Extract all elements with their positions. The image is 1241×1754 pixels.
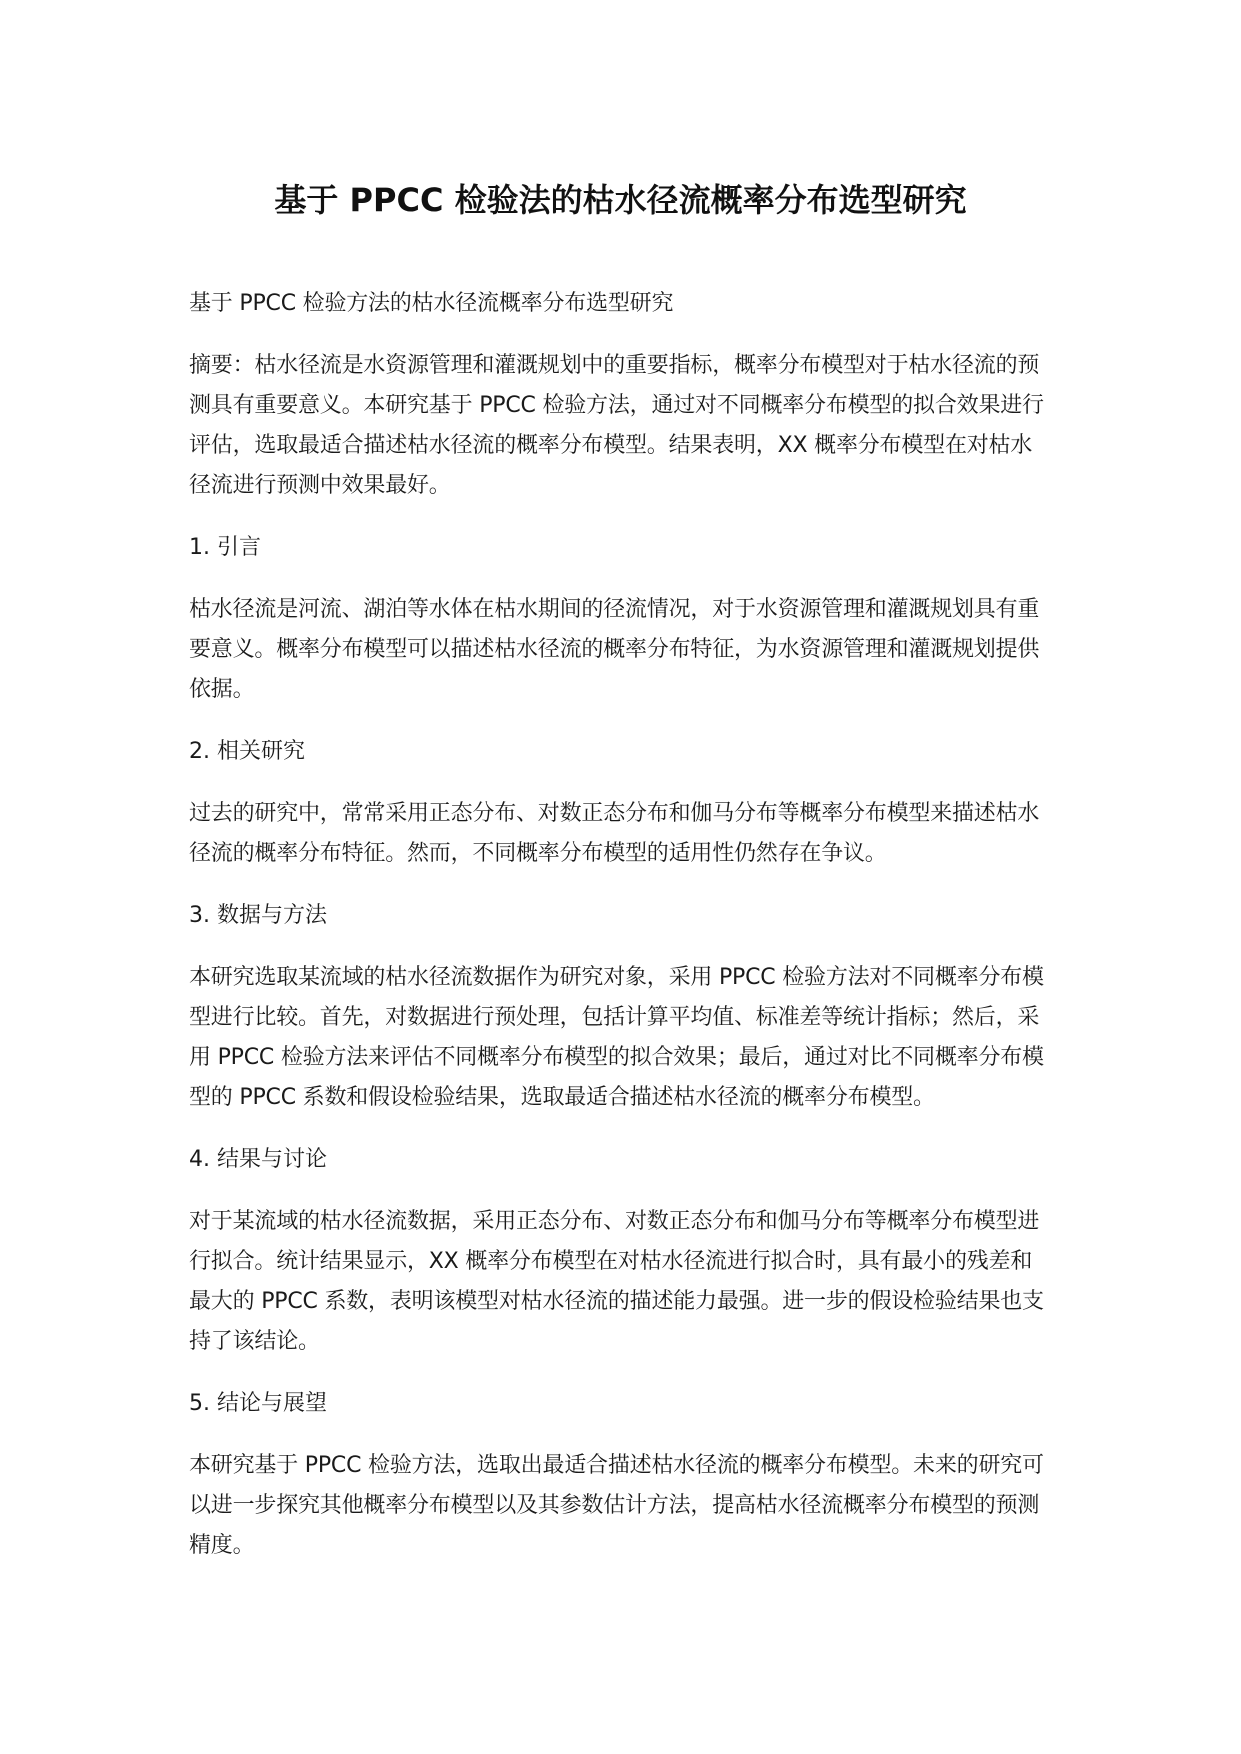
section-body-conclusion: 本研究基于 PPCC 检验方法，选取出最适合描述枯水径流的概率分布模型。未来的研究可以进一步探究其他概率分布模型以及其参数估计方法，提高枯水径流概率分布模型的预测精度。: [189, 1453, 1044, 1558]
document-body: [189, 284, 1051, 1588]
section-heading-introduction: 1. 引言: [189, 535, 261, 560]
section-body-results: 对于某流域的枯水径流数据，采用正态分布、对数正态分布和伽马分布等概率分布模型进行拟合。统计结果显示，XX 概率分布模型在对枯水径流进行拟合时，具有最小的残差和最大的 PPCC 系数，表明该模型对枯水径流的描述能力最强。进一步的假设检验结果也支持了该结论。: [189, 1209, 1044, 1354]
section-heading-data-methods: 3. 数据与方法: [189, 903, 327, 928]
section-heading-related-work: 2. 相关研究: [189, 739, 305, 764]
section-heading-conclusion: 5. 结论与展望: [189, 1391, 327, 1416]
section-body-data-methods: 本研究选取某流域的枯水径流数据作为研究对象，采用 PPCC 检验方法对不同概率分布模型进行比较。首先，对数据进行预处理，包括计算平均值、标准差等统计指标；然后，采用 PPCC 检验方法来评估不同概率分布模型的拟合效果；最后，通过对比不同概率分布模型的 PPCC 系数和假设检验结果，选取最适合描述枯水径流的概率分布模型。: [189, 965, 1044, 1110]
section-body-related-work: 过去的研究中，常常采用正态分布、对数正态分布和伽马分布等概率分布模型来描述枯水径流的概率分布特征。然而，不同概率分布模型的适用性仍然存在争议。: [189, 801, 1040, 866]
section-body-introduction: 枯水径流是河流、湖泊等水体在枯水期间的径流情况，对于水资源管理和灌溉规划具有重要意义。概率分布模型可以描述枯水径流的概率分布特征，为水资源管理和灌溉规划提供依据。: [189, 597, 1040, 702]
document-subtitle: 基于 PPCC 检验方法的枯水径流概率分布选型研究: [189, 291, 674, 316]
section-heading-results: 4. 结果与讨论: [189, 1147, 327, 1172]
abstract-paragraph: 摘要：枯水径流是水资源管理和灌溉规划中的重要指标，概率分布模型对于枯水径流的预测具有重要意义。本研究基于 PPCC 检验方法，通过对不同概率分布模型的拟合效果进行评估，选取最适合描述枯水径流的概率分布模型。结果表明，XX 概率分布模型在对枯水径流进行预测中效果最好。: [189, 353, 1044, 498]
document-title: 基于 PPCC 检验法的枯水径流概率分布选型研究: [274, 181, 967, 219]
